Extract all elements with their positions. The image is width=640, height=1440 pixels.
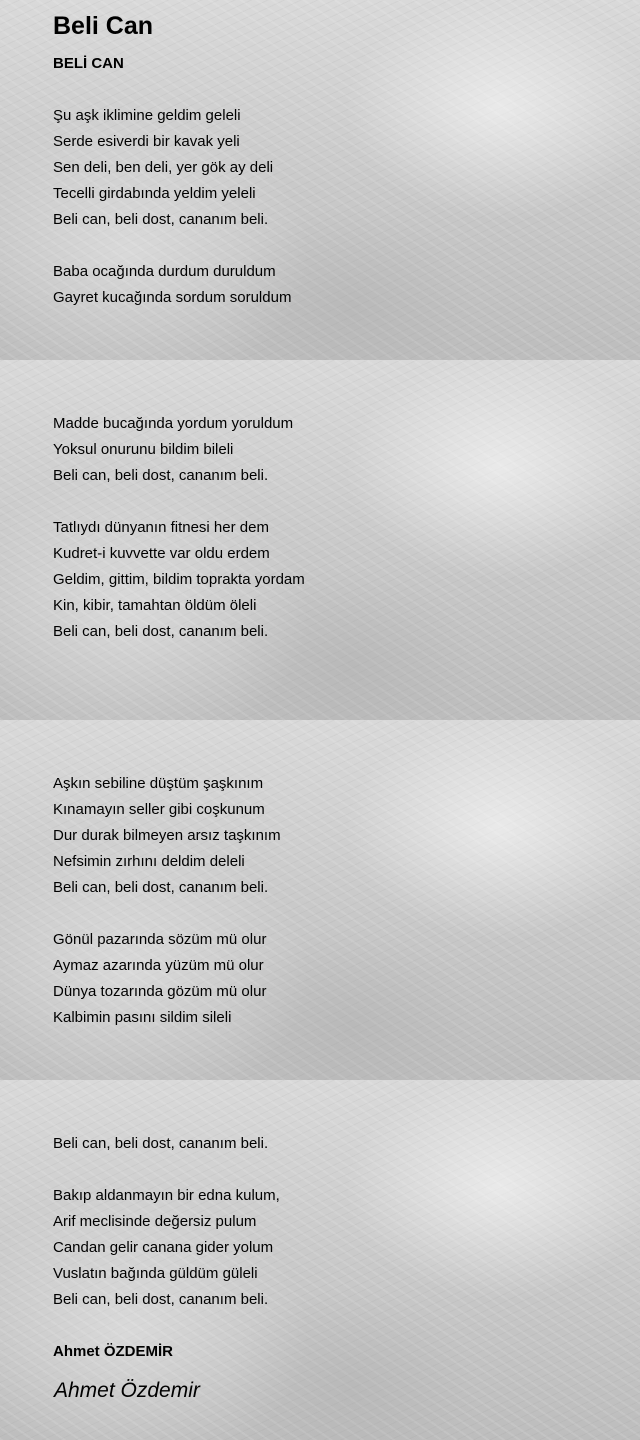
- poem-line: Vuslatın bağında güldüm güleli: [53, 1265, 258, 1282]
- poem-line: Candan gelir canana gider yolum: [53, 1239, 274, 1256]
- poem-line: Kınamayın seller gibi coşkunum: [53, 801, 265, 818]
- author-signature: Ahmet Özdemir: [54, 1379, 200, 1402]
- poem-line: Tecelli girdabında yeldim yeleli: [53, 185, 256, 202]
- poem-card-4: [0, 1080, 640, 1440]
- poem-line: Dünya tozarında gözüm mü olur: [53, 983, 267, 1000]
- stanza-5: [53, 771, 281, 901]
- poem-line: Kalbimin pasını sildim sileli: [53, 1009, 232, 1026]
- poem-line: Dur durak bilmeyen arsız taşkınım: [53, 827, 281, 844]
- poem-line: Yoksul onurunu bildim bileli: [53, 441, 234, 458]
- poem-card-3: [0, 720, 640, 1080]
- poem-line: Beli can, beli dost, cananım beli.: [53, 879, 269, 896]
- poem-line: Beli can, beli dost, cananım beli.: [53, 623, 269, 640]
- poem-line: Kin, kibir, tamahtan öldüm öleli: [53, 597, 257, 614]
- poem-line: Sen deli, ben deli, yer gök ay deli: [53, 159, 274, 176]
- stanza-2: [53, 259, 291, 311]
- stanza-3: [53, 411, 293, 489]
- stanza-1: [53, 103, 273, 233]
- poem-line: Beli can, beli dost, cananım beli.: [53, 1135, 269, 1152]
- poem-line: Tatlıydı dünyanın fitnesi her dem: [53, 519, 269, 536]
- poem-subtitle: BELİ CAN: [53, 55, 124, 72]
- poem-line: Aşkın sebiline düştüm şaşkınım: [53, 775, 264, 792]
- poem-line: Şu aşk iklimine geldim geleli: [53, 107, 241, 124]
- poem-author: Ahmet ÖZDEMİR: [53, 1343, 173, 1360]
- stanza-8: [53, 1183, 280, 1313]
- poem-line: Nefsimin zırhını deldim deleli: [53, 853, 245, 870]
- poem-line: Madde bucağında yordum yoruldum: [53, 415, 294, 432]
- stanza-7: [53, 1131, 268, 1157]
- stanza-4: [53, 515, 305, 645]
- poem-line: Gayret kucağında sordum soruldum: [53, 289, 292, 306]
- poem-card-2: [0, 360, 640, 720]
- poem-line: Arif meclisinde değersiz pulum: [53, 1213, 257, 1230]
- stanza-6: [53, 927, 266, 1031]
- poem-line: Aymaz azarında yüzüm mü olur: [53, 957, 264, 974]
- poem-card-1: [0, 0, 640, 360]
- poem-line: Beli can, beli dost, cananım beli.: [53, 1291, 269, 1308]
- poem-title: Beli Can: [53, 12, 154, 40]
- poem-line: Beli can, beli dost, cananım beli.: [53, 467, 269, 484]
- poem-line: Gönül pazarında sözüm mü olur: [53, 931, 267, 948]
- poem-line: Beli can, beli dost, cananım beli.: [53, 211, 269, 228]
- poem-line: Geldim, gittim, bildim toprakta yordam: [53, 571, 305, 588]
- poem-line: Kudret-i kuvvette var oldu erdem: [53, 545, 270, 562]
- poem-line: Serde esiverdi bir kavak yeli: [53, 133, 240, 150]
- poem-line: Baba ocağında durdum duruldum: [53, 263, 276, 280]
- poem-line: Bakıp aldanmayın bir edna kulum,: [53, 1187, 280, 1204]
